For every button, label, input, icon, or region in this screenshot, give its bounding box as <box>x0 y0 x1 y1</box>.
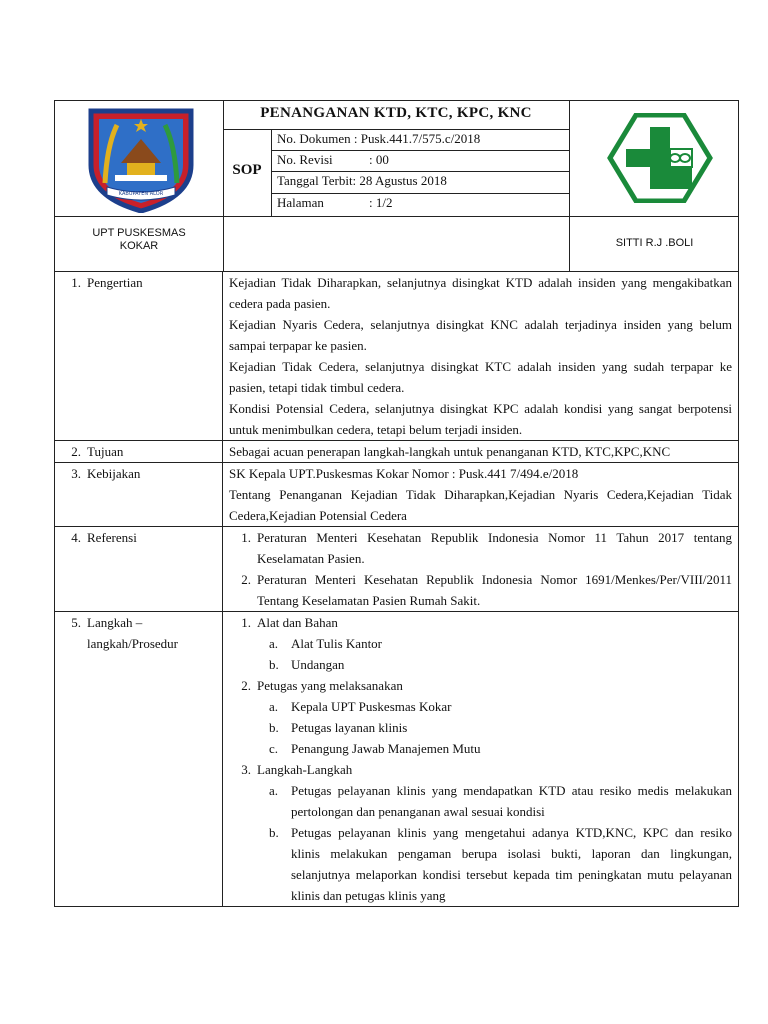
section-tujuan <box>54 440 739 462</box>
section-content: Kejadian Tidak Diharapkan, selanjutnya disingkat KTD adalah insiden yang mengakibatkan cedera pada pasien. Kejadian Nyaris Cedera, selanjutnya disingkat KNC adalah terjadinya insiden yang belum sampai terpapar ke pasien. Kejadian Tidak Cedera, selanjutnya disingkat KTC adalah insiden yang sudah terpapar ke pasien, tetapi tidak timbul cedera. Kondisi Potensial Cedera, selanjutnya disingkat KPC adalah kondisi yang sangat berpotensi untuk menimbulkan cedera, tetapi belum terjadi insiden. <box>229 275 732 437</box>
sub-list-item: a. Alat Tulis Kantor <box>269 636 383 651</box>
document-number: No. Dokumen : Pusk.441.7/575.c/2018 <box>277 131 481 146</box>
sub-list-item: b. Petugas pelayanan klinis yang mengetahui adanya KTD,KNC, KPC dan resiko klinis melakukan pengaman berupa isolasi bukti, laporan dan lingkungan, selanjutnya melaporkan kondisi tersebut kepada tim peningkatan mutu pelayanan klinis dan petugas klinis yang <box>269 825 732 903</box>
puskesmas-logo <box>606 113 714 203</box>
sub-list-item: a. Petugas pelayanan klinis yang mendapatkan KTD atau resiko medis melakukan pertolongan dan penanganan awal sesuai kondisi <box>269 783 732 819</box>
section-label: 2. Tujuan <box>55 441 223 462</box>
section-content: Sebagai acuan penerapan langkah-langkah untuk penanganan KTD, KTC,KPC,KNC <box>229 444 671 459</box>
sop-header <box>54 100 739 216</box>
section-label: 1. Pengertian <box>55 272 223 440</box>
section-label: 5. Langkah – langkah/Prosedur <box>55 612 223 906</box>
signatory-name: SITTI R.J .BOLI <box>615 237 694 249</box>
list-item: 3. Langkah-Langkah <box>241 762 353 777</box>
section-pengertian <box>54 271 739 440</box>
org-signature-row <box>54 216 739 271</box>
section-content <box>223 527 738 611</box>
page-number: Halaman : 1/2 <box>277 195 393 210</box>
section-label: 4. Referensi <box>55 527 223 611</box>
sub-list-item: a. Kepala UPT Puskesmas Kokar <box>269 699 452 714</box>
regional-emblem-logo <box>85 105 197 213</box>
list-item: 1. Alat dan Bahan <box>241 615 338 630</box>
section-content <box>223 612 738 906</box>
issue-date: Tanggal Terbit: 28 Agustus 2018 <box>277 173 447 188</box>
svg-text:KABUPATEN ALOR: KABUPATEN ALOR <box>118 191 164 197</box>
section-content: SK Kepala UPT.Puskesmas Kokar Nomor : Pusk.441 7/494.e/2018 Tentang Penanganan Kejadian Tidak Diharapkan,Kejadian Nyaris Cedera,Kejadian Tidak Cedera,Kejadian Potensial Cedera <box>229 466 732 523</box>
section-referensi <box>54 526 739 611</box>
organization-name: UPT PUSKESMAS KOKAR <box>92 227 186 252</box>
sop-label: SOP <box>232 162 262 178</box>
revision-number: No. Revisi : 00 <box>277 152 389 167</box>
sub-list-item: b. Petugas layanan klinis <box>269 720 408 735</box>
section-langkah <box>54 611 739 907</box>
section-kebijakan <box>54 462 739 526</box>
list-item: 2. Petugas yang melaksanakan <box>241 678 403 693</box>
document-title: PENANGANAN KTD, KTC, KPC, KNC <box>260 105 532 121</box>
sop-document <box>54 100 739 907</box>
list-item: 2. Peraturan Menteri Kesehatan Republik Indonesia Nomor 1691/Menkes/Per/VIII/2011 Tentang Keselamatan Pasien Rumah Sakit. <box>241 572 732 608</box>
sub-list-item: c. Penangung Jawab Manajemen Mutu <box>269 741 481 756</box>
list-item: 1. Peraturan Menteri Kesehatan Republik Indonesia Nomor 11 Tahun 2017 tentang Keselamatan Pasien. <box>241 530 732 566</box>
section-label: 3. Kebijakan <box>55 463 223 526</box>
sub-list-item: b. Undangan <box>269 657 345 672</box>
